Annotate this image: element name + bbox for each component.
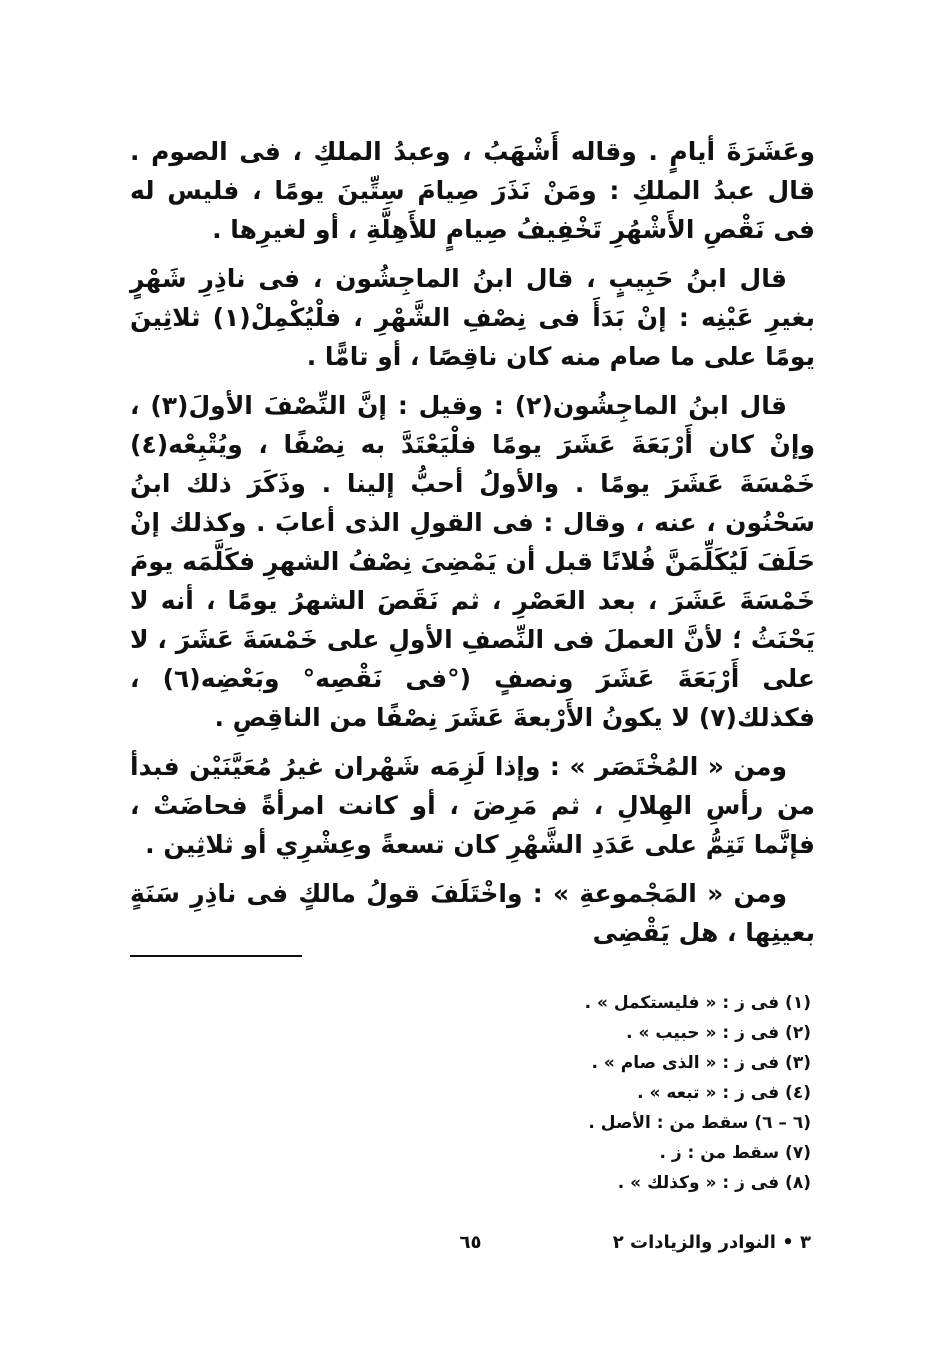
footnote: (٤) فى ز : « تبعه » . xyxy=(637,1083,811,1103)
footnote: (٧) سقط من : ز . xyxy=(659,1143,811,1163)
paragraph: قال ابنُ حَبِيبٍ ، قال ابنُ الماجِشُون ، فى ناذِرِ شَهْرٍ بغيرِ عَيْنِه : إنْ بَدَأَ فى نِصْفِ الشَّهْرِ ، فلْيُكْمِلْ(١) ثلاثِينَ يومًا على ما صام منه كان ناقِصًا ، أو تامًّا . xyxy=(130,264,815,371)
footnote: (٣) فى ز : « الذى صام » . xyxy=(591,1053,811,1073)
footnotes xyxy=(391,988,811,1198)
page-number: ٦٥ xyxy=(459,1232,482,1253)
footnote: (٢) فى ز : « حبيب » . xyxy=(626,1023,811,1043)
footnote: (٦ – ٦) سقط من : الأصل . xyxy=(588,1113,811,1133)
page-footer xyxy=(130,1232,811,1262)
footnote: (٨) فى ز : « وكذلك » . xyxy=(617,1173,811,1193)
paragraph: قال ابنُ الماجِشُون(٢) : وقيل : إنَّ النِّصْفَ الأولَ(٣) ، وإنْ كان أَرْبَعَةَ عَشَرَ يومًا فلْيَعْتَدَّ به نِصْفًا ، ويُتْبِعْه(٤) خَمْسَةَ عَشَرَ يومًا . والأولُ أحبُّ إلينا . وذَكَرَ ذلك ابنُ سَحْنُون ، عنه ، وقال : فى القولِ الذى أعابَ . وكذلك إنْ حَلَفَ لَيُكَلِّمَنَّ فُلانًا قبل أن يَمْضِىَ نِصْفُ الشهرِ فكَلَّمَه يومَ خَمْسَةَ عَشَرَ ، بعد العَصْرِ ، ثم نَقَصَ الشهرُ يومًا ، أنه لا يَحْنَثُ ؛ لأنَّ العملَ فى النِّصفِ الأولِ على خَمْسَةَ عَشَرَ ، لا على أَرْبَعَةَ عَشَرَ ونصفٍ (°فى نَقْصِه° وبَعْضِه(٦) ، فكذلك(٧) لا يكونُ الأَرْبعةَ عَشَرَ نِصْفًا من الناقِصِ . xyxy=(130,391,815,732)
paragraph: ومن « المُخْتَصَر » : وإذا لَزِمَه شَهْران غيرُ مُعَيَّنَيْن فبدأ من رأسِ الهِلالِ ، ثم مَرِضَ ، أو كانت امرأةً فحاضَتْ ، فإنَّما تَتِمُّ على عَدَدِ الشَّهْرِ كان تسعةً وعِشْرِي أو ثلاثِين . xyxy=(130,752,815,859)
footnote: (١) فى ز : « فليستكمل » . xyxy=(584,993,811,1013)
main-text xyxy=(130,132,815,962)
paragraph: وعَشَرَةَ أيامٍ . وقاله أَشْهَبُ ، وعبدُ الملكِ ، فى الصوم . قال عبدُ الملكِ : ومَنْ نَذَرَ صِيامَ سِتِّينَ يومًا ، فليس له فى نَقْصِ الأَشْهُرِ تَخْفِيفُ صِيامٍ للأَهِلَّةِ ، أو لغيرِها . xyxy=(130,137,815,244)
running-title: ٣ • النوادر والزيادات ٢ xyxy=(612,1232,811,1253)
footnote-divider xyxy=(130,955,302,957)
paragraph: ومن « المَجْموعةِ » : واخْتَلَفَ قولُ مالكٍ فى ناذِرِ سَنَةٍ بعينِها ، هل يَقْضِى xyxy=(130,879,815,947)
